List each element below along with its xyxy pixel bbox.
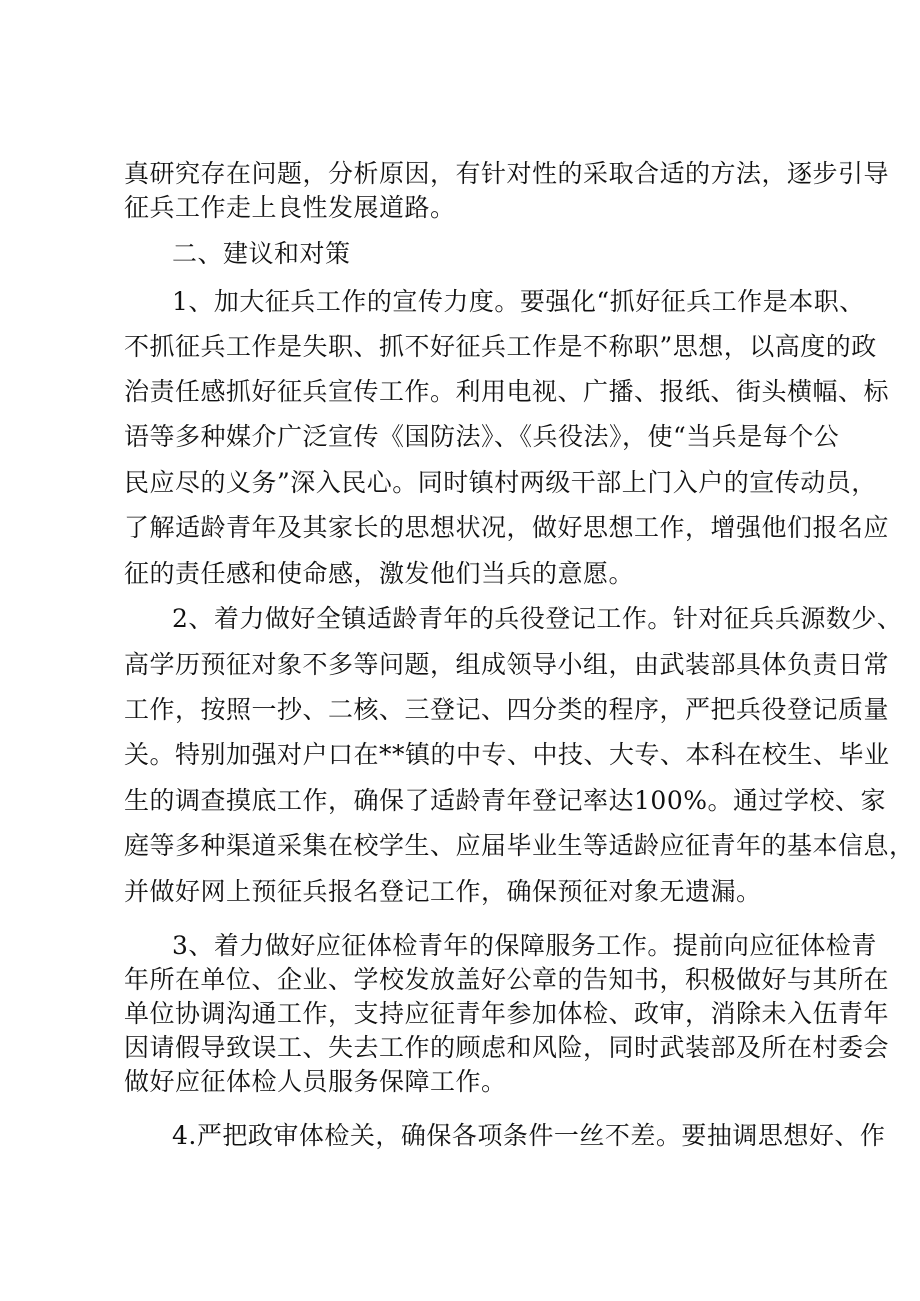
text-line: 治责任感抓好征兵宣传工作。利用电视、广播、报纸、街头横幅、标 [124, 377, 890, 406]
text-line: 单位协调沟通工作，支持应征青年参加体检、政审，消除未入伍青年 [124, 999, 890, 1028]
text-line: 不抓征兵工作是失职、抓不好征兵工作是不称职”思想，以高度的政 [124, 332, 877, 361]
text-line: 民应尽的义务”深入民心。同时镇村两级干部上门入户的宣传动员， [124, 468, 877, 497]
text-line: 4.严把政审体检关，确保各项条件一丝不差。要抽调思想好、作 [172, 1121, 886, 1150]
text-line: 庭等多种渠道采集在校学生、应届毕业生等适龄应征青年的基本信息， [124, 831, 915, 860]
text-line: 了解适龄青年及其家长的思想状况，做好思想工作，增强他们报名应 [124, 513, 890, 542]
text-line: 做好应征体检人员服务保障工作。 [124, 1067, 507, 1096]
section-heading: 二、建议和对策 [172, 239, 351, 268]
text-line: 年所在单位、企业、学校发放盖好公章的告知书，积极做好与其所在 [124, 965, 890, 994]
text-line: 征兵工作走上良性发展道路。 [124, 193, 456, 222]
text-line: 生的调查摸底工作，确保了适龄青年登记率达100%。通过学校、家 [124, 786, 886, 815]
text-line: 1、加大征兵工作的宣传力度。要强化“抓好征兵工作是本职、 [172, 287, 865, 316]
text-line: 工作，按照一抄、二核、三登记、四分类的程序，严把兵役登记质量 [124, 695, 890, 724]
text-line: 语等多种媒介广泛宣传《国防法》、《兵役法》，使“当兵是每个公 [124, 422, 840, 451]
text-line: 3、着力做好应征体检青年的保障服务工作。提前向应征体检青 [172, 931, 877, 960]
text-line: 征的责任感和使命感，激发他们当兵的意愿。 [124, 559, 635, 588]
text-line: 并做好网上预征兵报名登记工作，确保预征对象无遗漏。 [124, 877, 762, 906]
text-line: 高学历预征对象不多等问题，组成领导小组，由武装部具体负责日常 [124, 650, 890, 679]
text-line: 关。特别加强对户口在**镇的中专、中技、大专、本科在校生、毕业 [124, 740, 890, 769]
text-line: 2、着力做好全镇适龄青年的兵役登记工作。针对征兵兵源数少、 [172, 604, 903, 633]
text-line: 真研究存在问题，分析原因，有针对性的采取合适的方法，逐步引导 [124, 159, 890, 188]
text-line: 因请假导致误工、失去工作的顾虑和风险，同时武装部及所在村委会 [124, 1033, 890, 1062]
